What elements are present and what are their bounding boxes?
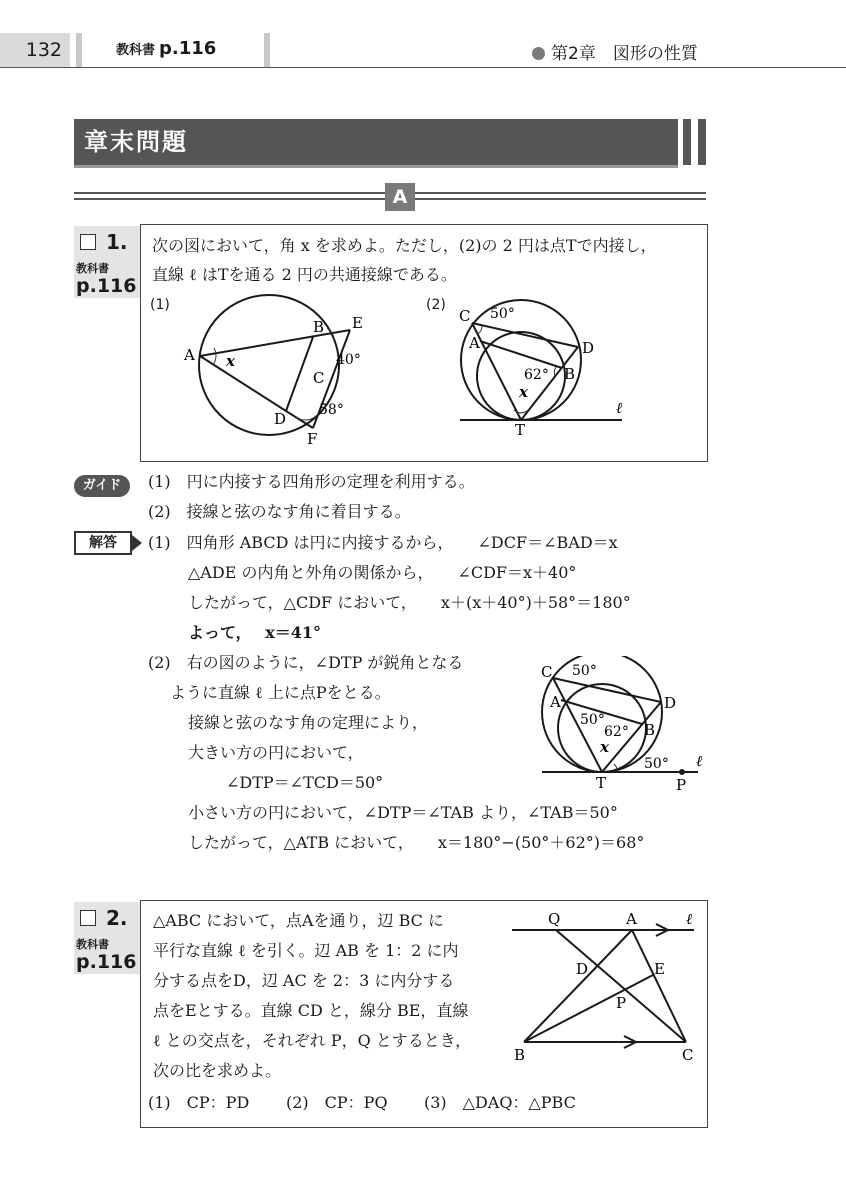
guide-2: (2) 接線と弦のなす角に着目する。 [148,502,411,521]
header-textbook: 教科書 p.116 [116,38,217,59]
guide-1: (1) 円に内接する四角形の定理を利用する。 [148,472,475,491]
header-rule [0,67,846,68]
angle-a-value: 50° [580,712,605,728]
bullet-icon [532,47,545,60]
answer-1-line-1: (1) 四角形 ABCD は円に内接するから， ∠DCF＝∠BAD＝x [148,533,618,552]
point-b: B [514,1046,526,1064]
answer-2-line-4: 大きい方の円において， [188,743,364,762]
point-p: P [676,776,687,794]
answer-badge: 解答 [74,531,132,555]
angle-b-value: 62° [524,367,549,383]
answer-2-line-1: (2) 右の図のように，∠DTP が鋭角となる [148,653,464,672]
point-d: D [582,339,595,357]
point-c: C [459,307,471,325]
answer-2-line-5: ∠DTP＝∠TCD＝50° [226,773,384,792]
small-circle [558,684,646,772]
segment-be [524,975,653,1042]
problem-2-label: 2. 教科書 p.116 [74,902,140,974]
point-a: A [469,334,480,352]
problem-1-label: 1. 教科書 p.116 [74,226,140,298]
title-stripe [698,119,706,165]
segment-bd [286,337,313,411]
title-stripe [683,119,691,165]
checkbox-icon [80,910,96,926]
angle-t-value: 50° [644,756,669,772]
section-title: 章末問題 [74,119,678,165]
guide-badge: ガイド [74,475,130,497]
point-b: B [564,365,576,383]
point-c: C [682,1046,694,1064]
header-bar [264,33,270,67]
point-e: E [352,314,363,332]
problem-1-statement: 次の図において，角 x を求めよ。ただし，(2)の 2 円は点Tで内接し， 直線 ℓ はTを通る 2 円の共通接線である。 [152,236,657,284]
angle-x: x [519,383,528,401]
answer-1-line-3: したがって，△CDF において， x＋(x＋40°)＋58°＝180° [188,593,631,612]
point-d: D [576,960,589,978]
point-a: A [550,693,561,711]
angle-b-value: 62° [604,724,629,740]
point-d: D [664,694,677,712]
point-p: P [616,994,627,1012]
segment-ae [200,330,350,356]
line-l: ℓ [696,752,703,770]
problem-2-statement: △ABC において，点Aを通り，辺 BC に 平行な直線 ℓ を引く。辺 AB を 1：2 に内 分する点をD，辺 AC を 2：3 に内分する 点をEとする。直線 CD と，線分 BE，直線 ℓ との交点を，それぞれ P，Q とするとき， 次の比を求めよ。 [153,911,472,1080]
figure-1 [176,290,376,450]
point-p-dot [679,769,685,775]
angle-x: x [226,352,235,370]
point-d: D [274,410,287,428]
answer-2-line-3: 接線と弦のなす角の定理により， [188,713,429,732]
section-a-label: A [385,183,415,211]
point-a: A [626,910,637,928]
point-t: T [596,774,607,792]
angle-x: x [600,738,609,756]
header-bar [76,33,82,67]
angle-c-value: 50° [490,306,515,322]
line-l: ℓ [616,399,623,417]
angle-mark [478,326,482,334]
point-t: T [515,421,526,437]
segment-qc [556,930,686,1042]
answer-2-line-2: ように直線 ℓ 上に点Pをとる。 [170,683,391,702]
angle-e-value: 40° [336,352,361,368]
page-number: 132 [0,33,70,67]
figure-triangle [508,906,700,1066]
segment-ac [632,930,686,1042]
figure-1-label: (1) [150,297,170,313]
label-l: ℓ [686,910,693,928]
question-1: (1) CP：PD [148,1093,250,1112]
figure-3 [536,656,716,794]
question-2: (2) CP：PQ [286,1093,388,1112]
question-3: (3) △DAQ：△PBC [424,1093,576,1112]
point-c: C [541,663,553,681]
point-b: B [313,318,325,336]
point-a: A [184,346,195,364]
point-e: E [654,960,665,978]
checkbox-icon [80,234,96,250]
answer-1-line-2: △ADE の内角と外角の関係から， ∠CDF＝x＋40° [188,563,577,582]
figure-2 [456,297,636,437]
answer-2-result: したがって，△ATB において， x＝180°−(50°＋62°)＝68° [188,833,645,852]
point-q: Q [548,910,561,928]
chapter-title: 第2章 図形の性質 [532,39,698,64]
figure-2-label: (2) [426,297,446,313]
point-b: B [644,721,656,739]
segment-ad [200,356,286,411]
angle-f-value: 58° [319,402,344,418]
segment-ab [524,930,632,1042]
point-f: F [307,430,318,448]
angle-mark [213,348,216,365]
answer-2-line-6: 小さい方の円において，∠DTP＝∠TAB より，∠TAB＝50° [188,803,618,822]
angle-c-value: 50° [572,663,597,679]
answer-1-result: よって， x＝41° [188,623,322,642]
point-c: C [313,369,325,387]
